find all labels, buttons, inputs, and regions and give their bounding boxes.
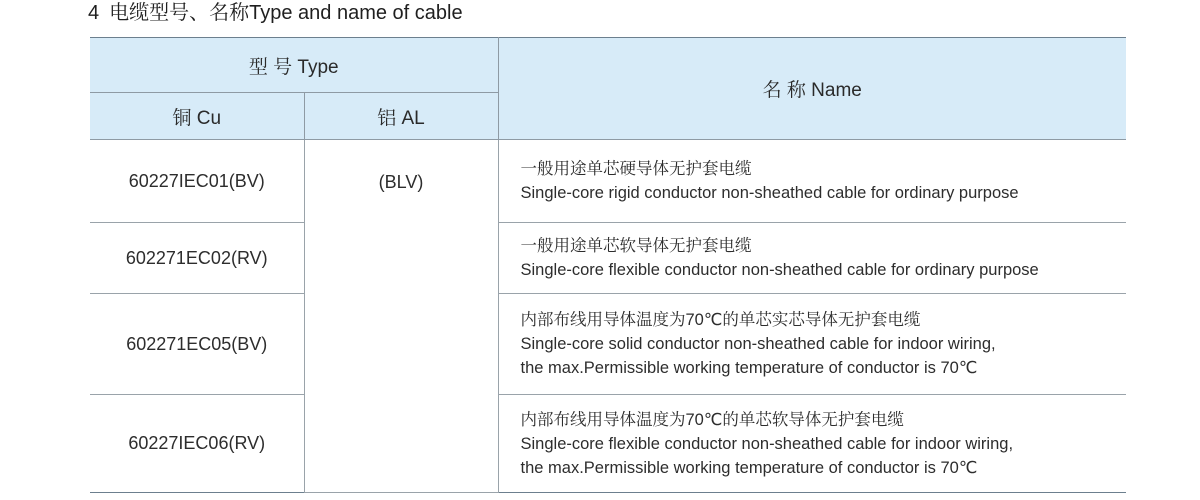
header-name: 名 称 Name	[498, 38, 1126, 140]
cable-name-zh: 一般用途单芯软导体无护套电缆	[520, 237, 752, 255]
cable-name-cell	[498, 223, 1126, 294]
cable-name-zh: 一般用途单芯硬导体无护套电缆	[520, 160, 752, 178]
cable-name-cell	[498, 140, 1126, 223]
header-copper: 铜 Cu	[90, 93, 304, 140]
copper-type-cell: 602271EC02(RV)	[90, 223, 304, 294]
cable-name-en: Single-core rigid conductor non-sheathed cable for ordinary purpose	[520, 184, 1019, 202]
table-row	[90, 294, 1126, 395]
copper-type-cell: 60227IEC06(RV)	[90, 395, 304, 493]
cable-name-en: Single-core solid conductor non-sheathed cable for indoor wiring,	[520, 335, 996, 353]
cable-name-zh: 内部布线用导体温度为70℃的单芯实芯导体无护套电缆	[520, 311, 921, 329]
cable-name-en-2: the max.Permissible working temperature of conductor is 70℃	[520, 359, 978, 377]
table-row	[90, 395, 1126, 493]
cable-name-en: Single-core flexible conductor non-sheathed cable for ordinary purpose	[520, 261, 1039, 279]
aluminum-type-cell: (BLV)	[304, 140, 498, 493]
copper-type-cell: 602271EC05(BV)	[90, 294, 304, 395]
table-row	[90, 223, 1126, 294]
header-aluminum: 铝 AL	[304, 93, 498, 140]
section-number: 4	[88, 2, 100, 24]
table-row	[90, 140, 1126, 223]
cable-name-en: Single-core flexible conductor non-sheathed cable for indoor wiring,	[520, 434, 1014, 453]
cable-name-zh: 内部布线用导体温度为70℃的单芯软导体无护套电缆	[520, 410, 904, 429]
header-type: 型 号 Type	[90, 38, 498, 93]
copper-type-cell: 60227IEC01(BV)	[90, 140, 304, 223]
cable-name-cell	[498, 395, 1126, 493]
cable-name-cell	[498, 294, 1126, 395]
cable-name-en-2: the max.Permissible working temperature of conductor is 70℃	[520, 458, 978, 477]
cable-type-table	[90, 37, 1126, 493]
section-title-text: 电缆型号、名称Type and name of cable	[109, 2, 463, 24]
section-title	[88, 0, 463, 28]
